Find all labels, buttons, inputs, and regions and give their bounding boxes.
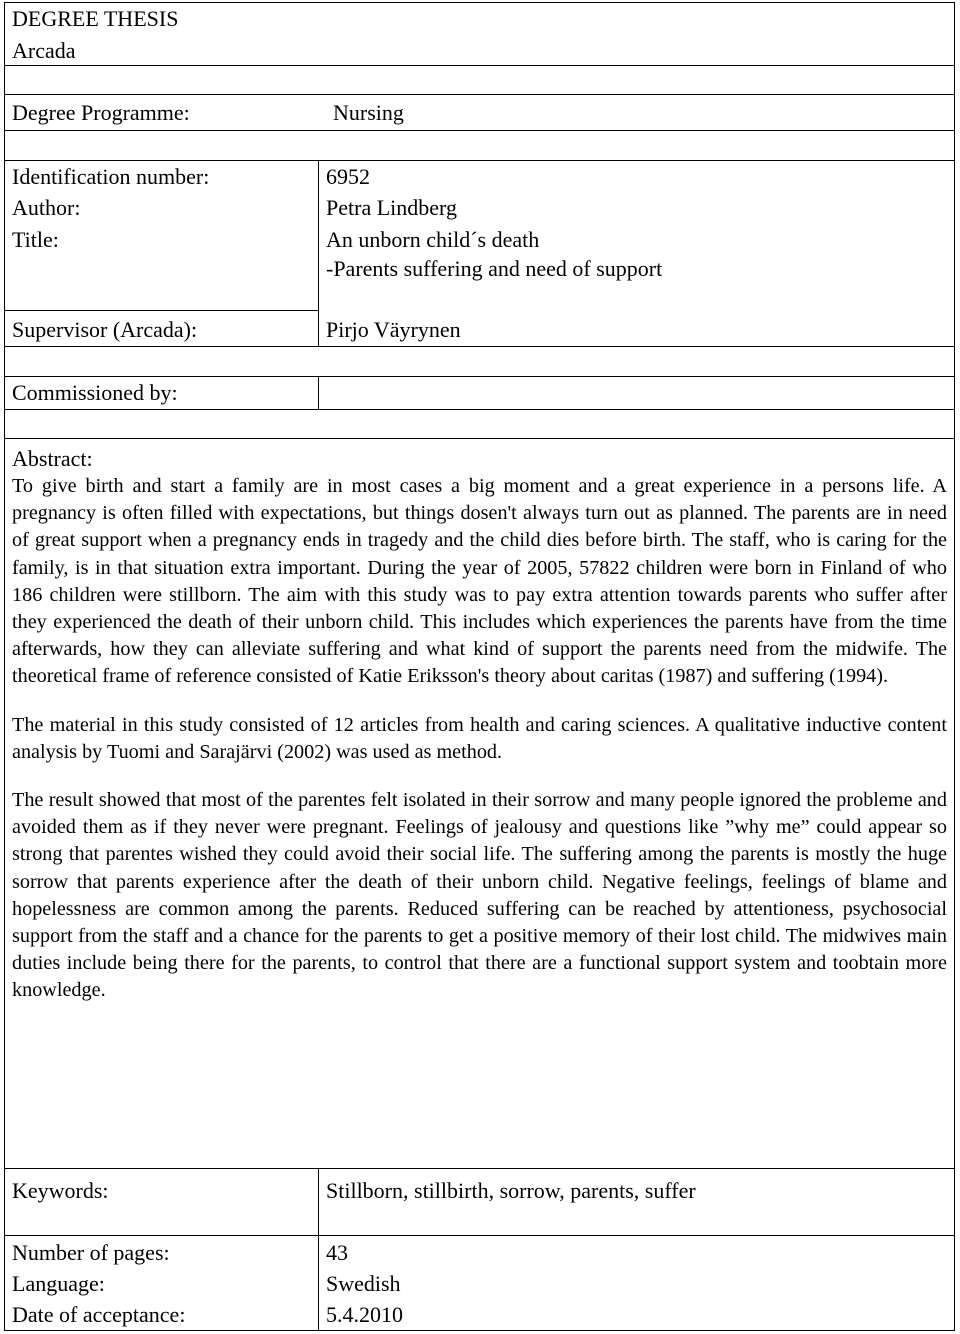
info-block [4, 160, 955, 347]
supervisor-value: Pirjo Väyrynen [326, 317, 461, 342]
header-box [4, 2, 955, 66]
programme-label: Degree Programme: [12, 100, 190, 125]
thesis-type: DEGREE THESIS [12, 6, 179, 31]
spacer-row [4, 130, 955, 161]
commissioned-divider [318, 377, 319, 409]
spacer-row [4, 346, 955, 377]
language-label: Language: [12, 1271, 105, 1296]
date-value: 5.4.2010 [326, 1302, 403, 1327]
title-label: Title: [12, 227, 59, 252]
keywords-label: Keywords: [12, 1178, 109, 1203]
commissioned-label: Commissioned by: [12, 380, 178, 405]
author-label: Author: [12, 195, 81, 220]
spacer-row [4, 409, 955, 439]
pages-value: 43 [326, 1240, 348, 1265]
commissioned-row [4, 376, 955, 410]
info-divider [318, 161, 319, 346]
author-value: Petra Lindberg [326, 195, 457, 220]
abstract-body [12, 473, 947, 1005]
keywords-value: Stillborn, stillbirth, sorrow, parents, suffer [326, 1178, 696, 1203]
footer-block [4, 1235, 955, 1331]
pages-label: Number of pages: [12, 1240, 170, 1265]
supervisor-label: Supervisor (Arcada): [12, 317, 198, 342]
footer-divider [318, 1236, 319, 1330]
abstract-paragraph-2: The material in this study consisted of 12 articles from health and caring sciences. A qualitative inductive content analysis by Tuomi and Sarajärvi (2002) was used as method. [12, 713, 947, 763]
abstract-paragraph-1: To give birth and start a family are in most cases a big moment and a great experience in a persons life. A pregnancy is often filled with expectations, but things dosen't always turn out as planned. The parents are in need of great support when a pregnancy ends in tragedy and the child dies before birth. The staff, who is caring for the family, is in that situation extra important. During the year of 2005, 57822 children were born in Finland of who 186 children were stillborn. The aim with this study was to pay extra attention towards parents who suffer after they experienced the death of their unborn child. This includes which experiences the parents have from the time afterwards, how they can alleviate suffering and what kind of support the parents need from the midwife. The theoretical frame of reference consisted of Katie Eriksson's theory about caritas (1987) and suffering (1994). [12, 475, 947, 688]
title-line-1: An unborn child´s death [326, 227, 540, 252]
title-line-2: -Parents suffering and need of support [326, 256, 663, 281]
id-value: 6952 [326, 164, 370, 189]
abstract-heading: Abstract: [12, 446, 93, 471]
date-label: Date of acceptance: [12, 1302, 186, 1327]
keywords-row [4, 1168, 955, 1236]
supervisor-rule [5, 310, 318, 311]
institution: Arcada [12, 38, 76, 63]
abstract-box [4, 438, 955, 1169]
spacer-row [4, 65, 955, 95]
language-value: Swedish [326, 1271, 401, 1296]
keywords-divider [318, 1169, 319, 1235]
programme-row [4, 94, 955, 131]
abstract-paragraph-3: The result showed that most of the parentes felt isolated in their sorrow and many people ignored the probleme and avoided them as if they never were pregnant. Feelings of jealousy and questions like ”why me” could appear so strong that parentes wished they could avoid their social life. The suffering among the parents is mostly the huge sorrow that parents experience after the death of their unborn child. Negative feelings, feelings of blame and hopelessness are common among the parents. Reduced suffering can be reached by attentioness, psychosocial support from the staff and a chance for the parents to get a positive memory of their lost child. The midwives main duties include being there for the parents, to control that there are a functional support system and toobtain more knowledge. [12, 789, 947, 1002]
programme-value: Nursing [333, 100, 404, 125]
id-label: Identification number: [12, 164, 210, 189]
